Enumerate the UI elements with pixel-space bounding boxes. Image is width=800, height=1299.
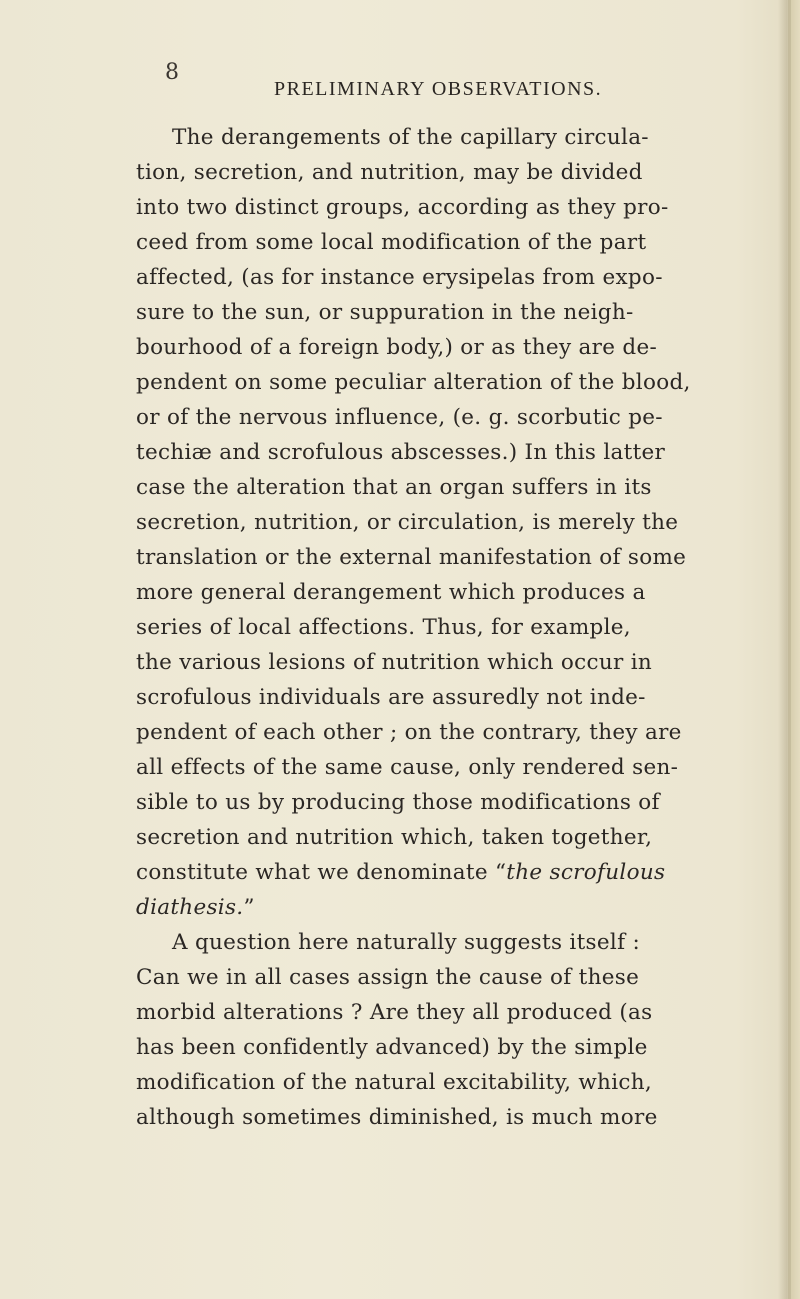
text-line: the various lesions of nutrition which occur in [136, 650, 653, 675]
text-line: A question here naturally suggests itself : [172, 930, 641, 955]
text-line: pendent of each other ; on the contrary, they are [136, 720, 682, 745]
closing-quote: ” [243, 895, 255, 920]
text-line: more general derangement which produces a [136, 580, 646, 605]
body-text [136, 120, 740, 1135]
text-line-italic [136, 890, 740, 925]
text-line: Can we in all cases assign the cause of these [136, 965, 640, 990]
text-line: sible to us by producing those modifications of [136, 790, 660, 815]
text-line: ceed from some local modification of the part [136, 230, 647, 255]
text-line: tion, secretion, and nutrition, may be divided [136, 160, 643, 185]
text-line: although sometimes diminished, is much more [136, 1105, 658, 1130]
text-line: has been confidently advanced) by the simple [136, 1035, 648, 1060]
text-line: case the alteration that an organ suffers in its [136, 475, 652, 500]
text-line: techiæ and scrofulous abscesses.) In this latter [136, 440, 666, 465]
text-line: modification of the natural excitability, which, [136, 1070, 653, 1095]
text-line: constitute what we denominate “ [136, 860, 507, 885]
text-line: secretion and nutrition which, taken together, [136, 825, 653, 850]
text-line: morbid alterations ? Are they all produced (as [136, 1000, 653, 1025]
text-line: into two distinct groups, according as they pro- [136, 195, 669, 220]
text-line: affected, (as for instance erysipelas from expo- [136, 265, 663, 290]
italic-phrase: the scrofulous [506, 860, 666, 885]
text-line: scrofulous individuals are assuredly not inde- [136, 685, 646, 710]
text-line: sure to the sun, or suppuration in the neigh- [136, 300, 634, 325]
text-line: bourhood of a foreign body,) or as they are de- [136, 335, 658, 360]
text-line: or of the nervous influence, (e. g. scorbutic pe- [136, 405, 663, 430]
page-number: 8 [165, 60, 179, 85]
text-line: The derangements of the capillary circula- [172, 125, 649, 150]
running-head: PRELIMINARY OBSERVATIONS. [274, 78, 603, 100]
page-edge-line [788, 0, 791, 1299]
text-line: pendent on some peculiar alteration of the blood, [136, 370, 691, 395]
text-line-with-italic [136, 855, 740, 890]
text-line: secretion, nutrition, or circulation, is merely the [136, 510, 679, 535]
text-line: series of local affections. Thus, for example, [136, 615, 631, 640]
text-line: translation or the external manifestation of some [136, 545, 687, 570]
italic-phrase: diathesis. [136, 895, 244, 920]
text-line: all effects of the same cause, only rendered sen- [136, 755, 679, 780]
